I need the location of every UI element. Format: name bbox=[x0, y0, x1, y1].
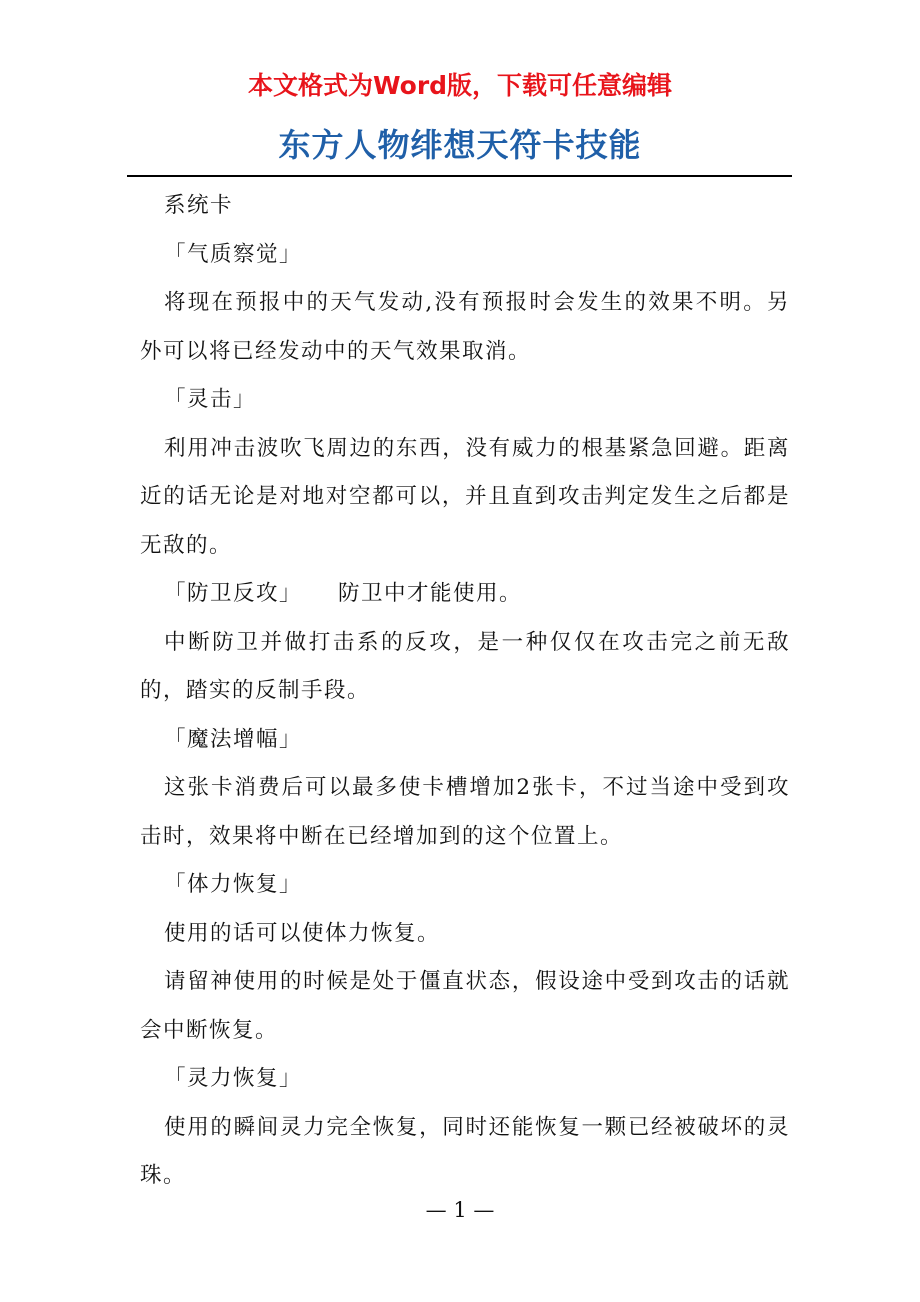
section-label: 系统卡 bbox=[164, 193, 234, 218]
card-name-heading: 「体力恢复」 bbox=[164, 872, 303, 897]
card-description: 这张卡消费后可以最多使卡槽增加2张卡，不过当途中受到攻击时，效果将中断在已经增加到的这个位置上。 bbox=[140, 775, 790, 849]
document-title: 东方人物绯想天符卡技能 bbox=[278, 126, 642, 164]
title-divider bbox=[127, 175, 792, 177]
card-description: 使用的瞬间灵力完全恢复，同时还能恢复一颗已经被破坏的灵珠。 bbox=[140, 1114, 790, 1188]
card-name-heading: 「防卫反攻」 bbox=[164, 581, 303, 606]
card-heading-with-note bbox=[140, 570, 790, 619]
card-name-heading: 「灵力恢复」 bbox=[164, 1066, 303, 1091]
card-usage-note: 防卫中才能使用。 bbox=[338, 581, 523, 606]
card-description: 使用的话可以使体力恢复。 bbox=[164, 920, 441, 946]
card-name-heading: 「魔法增幅」 bbox=[164, 726, 303, 752]
card-description: 请留神使用的时候是处于僵直状态，假设途中受到攻击的话就会中断恢复。 bbox=[140, 969, 790, 1043]
card-description: 中断防卫并做打击系的反攻，是一种仅仅在攻击完之前无敌的，踏实的反制手段。 bbox=[140, 629, 790, 703]
card-name-heading: 「灵击」 bbox=[164, 387, 257, 412]
card-name-heading: 「气质察觉」 bbox=[164, 241, 303, 267]
download-notice-banner: 本文格式为Word版，下载可任意编辑 bbox=[247, 71, 673, 100]
card-description: 将现在预报中的天气发动,没有预报时会发生的效果不明。另外可以将已经发动中的天气效果取消。 bbox=[140, 290, 790, 364]
page-number: — 1 — bbox=[425, 1198, 495, 1222]
document-body bbox=[140, 182, 790, 1201]
card-description: 利用冲击波吹飞周边的东西，没有威力的根基紧急回避。距离近的话无论是对地对空都可以，并且直到攻击判定发生之后都是无敌的。 bbox=[140, 435, 790, 558]
